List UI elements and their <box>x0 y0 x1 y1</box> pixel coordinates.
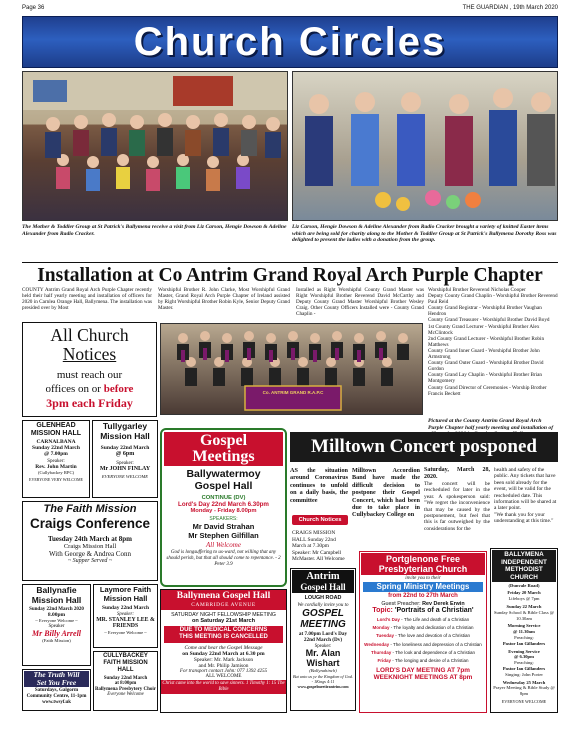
gospel-meetings-title <box>164 432 283 466</box>
portglenone-guest: Rev Derek Erwin <box>422 601 465 607</box>
methodist-singing: Singing: John Porter <box>505 671 543 677</box>
ballynafie-speaker-label: Speaker <box>48 624 65 629</box>
gospel-meetings-notice <box>160 428 287 587</box>
methodist-morning: Morning Service <box>507 623 541 629</box>
glenhead-date: Sunday 22nd March <box>32 445 80 451</box>
publication-date: THE GUARDIAN , 19th March 2020 <box>462 5 558 11</box>
portglenone-day-item <box>361 649 485 657</box>
notices-line-1: must reach our <box>56 369 123 381</box>
antrim-time: at 7.00pm Lord's Day <box>298 631 348 637</box>
ballynafie-mission-hall-notice <box>22 584 91 666</box>
portglenone-day-topic: - The loyalty and dedication of a Christian <box>389 625 474 631</box>
gospel-meetings-title-1: Gospel <box>199 432 248 449</box>
ballymena-gospel-cancel-1: DUE TO MEDICAL CONCERNS <box>179 626 268 633</box>
antrim-speaker-2: Wishart <box>306 657 340 668</box>
ballymena-gospel-title: Ballymena Gospel Hall <box>161 590 286 602</box>
antrim-date: 22nd March (Dv) <box>303 637 343 643</box>
methodist-morning-time: @ 11.30am <box>513 629 535 635</box>
laymore-mission-hall-notice <box>93 584 158 648</box>
gospel-verse: God is longsuffering to us-ward, not willing that any should perish, but that all should come to repentance. - 2 Peter 3.9 <box>166 550 281 567</box>
ballymena-gospel-come: Come and hear the Gospel Message <box>184 644 263 651</box>
milltown-col-2: Milltown Accordion Band have made the difficult decision to postpone their Gospel Concert, which had been due to take place in Cullybackey College on <box>352 467 420 519</box>
section-banner <box>22 16 558 68</box>
milltown-headline: Milltown Concert posponed <box>311 436 537 457</box>
installation-col-3: Installed as Right Worshipful County Grand Master was Right Worshipful Brother Reverend David McCarthy and Deputy County Grand Master Worshipful Brother Wesley Craig. Other County Officers Installed were - County Grand Chaplin - <box>296 287 424 318</box>
lodge-banner-text: Co. ANTRIM GRAND R.A.P.C <box>262 390 324 395</box>
cullybackey-date: Sunday 22nd March <box>103 676 148 681</box>
page-number: Page 36 <box>22 5 45 11</box>
antrim-title-1: Antrim <box>306 571 340 582</box>
tullygarley-speaker-label: Speaker: <box>116 461 134 466</box>
portglenone-topic-label: Topic: <box>372 607 393 614</box>
portglenone-dates: from 22nd to 27th March <box>388 593 458 599</box>
ballymena-gospel-transport: For transport contact John: 077 1392 4255 <box>179 668 268 674</box>
photo-chapter-officers <box>160 323 423 415</box>
methodist-sunday: Sunday 22 March <box>506 603 542 609</box>
glenhead-time: @ 7.00pm <box>44 451 68 457</box>
portglenone-day-name: Monday <box>372 625 390 631</box>
milltown-col-4: health and safety of the public. Any tickets that have been sold already for the event, will be valid for the rescheduled date. This information will be shared at a later point. "We thank you for your understanding at this time." <box>494 467 557 525</box>
ballymena-gospel-and: and Mr. Philip Jamison <box>198 662 249 669</box>
ballymena-gospel-saturday: on Saturday 21st March <box>191 617 256 624</box>
installation-headline: Installation at Co Antrim Grand Royal Arch Purple Chapter <box>37 265 543 286</box>
craigs-title: Craigs Conference <box>29 516 151 531</box>
craigs-conference-notice <box>22 501 158 581</box>
glenhead-speaker-label: Speaker: <box>47 459 65 464</box>
portglenone-day-name: Friday <box>377 658 392 664</box>
notices-line-2: offices on or <box>45 383 104 395</box>
tullygarley-time: @ 6pm <box>115 451 135 457</box>
truth-when: Saturdays, Galgorm Community Centre, 11-1pm <box>26 688 87 699</box>
portglenone-day-name: Tuesday <box>376 633 394 639</box>
ballymena-gospel-welcome: ALL WELCOME <box>205 673 242 679</box>
installation-col-1: COUNTY Antrim Grand Royal Arch Purple Chapter recently held their half yearly meeting and installation of officers for 2020 in Carnlea Orange Hall, Ballymena. The installation was presided over by Most <box>22 287 152 312</box>
ballynafie-title: Ballynafie Mission Hall <box>31 585 82 605</box>
methodist-preaching-2: Preaching: <box>514 660 534 666</box>
methodist-wednesday: Wednesday 25 March <box>502 679 546 685</box>
craigs-mission-hall-small-notice: CRAIGS MISSION HALL Sunday 22nd March at 7.30pm Speaker: Mr Campbell McMaster. All Welcome <box>292 530 345 562</box>
antrim-speaker-label: Speaker: <box>314 644 332 649</box>
ballynafie-time: 8.00pm <box>47 612 66 618</box>
methodist-friday: Friday 20 March <box>507 590 541 596</box>
milltown-lead: AS the situation around Coronavirus continues to unfold on a daily basis, the committee <box>290 467 348 504</box>
tullygarley-speaker: Mr JOHN FINLAY <box>99 466 151 472</box>
officers-photo-figures <box>161 324 423 415</box>
ballymena-gospel-hall-notice <box>160 589 287 713</box>
cullybackey-faith-mission-notice <box>93 651 158 711</box>
ballymena-gospel-cancel-2: THIS MEETING IS CANCELLED <box>179 634 268 640</box>
methodist-evening: Evening Service <box>508 648 540 654</box>
antrim-meeting-2: MEETING <box>300 618 346 630</box>
milltown-col-3 <box>424 467 490 532</box>
ladies-photo-figures <box>293 72 558 221</box>
gospel-hall-name-1: Ballywatermoy <box>186 468 261 480</box>
cullybackey-welcome: Everyone Welcome <box>107 692 144 697</box>
page-header <box>22 3 558 15</box>
antrim-invite: We cordially invite you to <box>297 603 349 608</box>
antrim-from: (Ballynahinch) <box>309 668 337 673</box>
milltown-headline-bar <box>290 432 558 462</box>
cullybackey-time: at 8:00pm <box>114 681 137 686</box>
portglenone-day-item <box>361 632 485 640</box>
notices-line-3: 3pm each Friday <box>46 396 133 410</box>
portglenone-day-item <box>361 616 485 624</box>
milltown-date: Saturday, March 28, 2020. <box>424 467 490 480</box>
gospel-weekdays: Monday - Friday 8.00pm <box>190 508 257 514</box>
gospel-speaker-2: Mr Stephen Gilfillan <box>188 531 259 540</box>
portglenone-invite: invite you to their <box>405 576 441 581</box>
photo-radio-cracker-ladies <box>292 71 558 221</box>
methodist-preacher: Pastor Ian Gillanders <box>502 640 546 646</box>
portglenone-day-item <box>361 641 485 649</box>
ballynafie-welcome: ~ Everyone Welcome ~ <box>35 618 78 623</box>
portglenone-day-list <box>361 616 485 665</box>
portglenone-day-topic: - The love and devotion of a Christian <box>393 633 470 639</box>
methodist-welcome: EVERYONE WELCOME <box>501 698 547 704</box>
truth-line-2: Set You Free <box>24 679 89 687</box>
gospel-speaker-1: Mr David Strahan <box>192 522 255 531</box>
group-photo-figures <box>23 72 288 221</box>
gospel-continue: CONTINUE (DV) <box>201 495 246 501</box>
photo-caption-right: Liz Carson, Hengie Dowson & Adeline Alexander from Radio Cracker brought a variety of knitted Easter items which are being sold for charity along to the Mother & Toddler Group at St Patrick's Ballymena Dorothy Ross was delighted to present the ladies with a donation from the group. <box>292 224 557 244</box>
craigs-date: Tuesday 24th March at 8pm <box>47 535 132 543</box>
ballymena-independent-methodist-notice <box>490 548 558 713</box>
glenhead-speaker: Rev. John Martin <box>35 464 77 470</box>
portglenone-day-topic: - The loneliness and depression of a Christian <box>389 641 482 647</box>
gospel-meetings-title-2: Meetings <box>192 448 255 465</box>
all-church-notices-box <box>22 322 157 417</box>
methodist-street: (Dunvale Road) <box>508 583 540 589</box>
antrim-title-2: Gospel Hall <box>300 582 346 592</box>
gospel-hall-name-2: Gospel Hall <box>194 480 253 492</box>
portglenone-title-2: Presbyterian Church <box>378 564 468 574</box>
banner-title: Church Circles <box>133 19 447 64</box>
portglenone-day-topic: - The Life and death of a Christian <box>399 617 470 622</box>
truth-set-free-notice <box>22 669 91 711</box>
portglenone-free-presbyterian-notice <box>359 551 487 713</box>
laymore-title: Laymore Faith Mission Hall <box>99 585 152 603</box>
ballynafie-date: Sunday 22nd March 2020 <box>29 607 84 612</box>
cullybackey-title: CULLYBACKEY FAITH MISSION HALL <box>103 653 148 673</box>
installation-col-4: Worshipful Brother Reverend Nicholas Cooper Deputy County Grand Chaplin - Worshipful Brother Reverend Paul Reid County Grand Registrar - Worshipful Brother Vaughan Hendron County Grand Treasurer - Worshipful Brother David Boyd 1st County Grand Lecturer - Worshipful Brother Alex McClintock 2nd County Grand Lecturer - Worshipful Brother Robin Matthews County Grand Inner Guard - Worshipful Brother John Armstrong County Grand Outer Guard - Worshipful Brother David Gordon County Grand Lay Chaplin - Worshipful Brother Brian Montgomery County Grand Director of Ceremonies - Worship Brother Francis Beckett <box>428 287 558 397</box>
ballymena-gospel-verse: Christ came into the world to save sinners. 1 Timothy 1: 15 The Bible <box>162 680 285 692</box>
ballynafie-speaker: Mr Billy Arrell <box>31 629 82 638</box>
craigs-speakers: With George & Andrea Conn <box>48 550 132 558</box>
antrim-verse: But unto us ye the Kingdom of God. - 1Kings 4:11 <box>292 674 353 684</box>
portglenone-guest-label: Guest Preacher: <box>381 601 421 607</box>
installation-caption: Pictured at the County Antrim Grand Royal Arch Purple Chapter half yearly meeting and installation of <box>428 418 554 431</box>
ballymena-gospel-street: CAMBRIDGE AVENUE <box>161 602 286 610</box>
notices-before: before <box>103 383 134 395</box>
tullygarley-date: Sunday 22nd March <box>100 445 150 451</box>
portglenone-title-1: Portglenone Free <box>385 554 460 564</box>
portglenone-topic: 'Portraits of a Christian' <box>394 607 474 614</box>
portglenone-meetings: Spring Ministry Meetings <box>363 582 483 592</box>
tullygarley-mission-hall-notice <box>92 420 158 498</box>
laymore-speaker: MR. STANLEY LEE & FRIENDS <box>96 617 155 629</box>
glenhead-title: GLENHEAD MISSION HALL <box>30 422 82 437</box>
craigs-supper: ~ Supper Served ~ <box>67 558 113 564</box>
notices-title-1: All Church <box>50 325 129 345</box>
glenhead-place: CARNALBANA <box>36 439 76 445</box>
methodist-sunday-text: Sunday School & Bible Class @ 10.30am <box>494 609 554 621</box>
glenhead-speaker-church: (Cullybackey RPC) <box>37 470 75 475</box>
truth-url: www.twsyf.uk <box>42 700 71 705</box>
ballymena-gospel-cancelled <box>164 626 283 643</box>
laymore-welcome: ~ Everyone Welcome ~ <box>104 630 147 635</box>
portglenone-day-topic: - The longing and desire of a Christian <box>391 658 469 664</box>
portglenone-day-topic: - The look and dependence of a Christian <box>391 649 475 655</box>
gospel-speakers-label: SPEAKERS: <box>209 516 238 522</box>
photo-caption-left: The Mother & Toddler Group at St Patrick's Ballymena receive a visit from Liz Carson, Hengie Dowson & Adeline Alexander from Radio Cracker. <box>22 224 287 237</box>
milltown-col-3-text: The concert will be rescheduled for later in the year. A spokesperson said: "We regret the inconvenience that may be caused by the postponement, but feel that this is far outweighed by the considerations for the <box>424 481 490 532</box>
tullygarley-welcome: EVERYONE WELCOME <box>101 474 149 479</box>
church-notices-label: Church Notices <box>292 515 348 525</box>
methodist-evening-time: @ 6.30pm <box>514 654 534 660</box>
ballymena-gospel-speaker: Speaker: Mr. Mark Jackson <box>193 656 254 663</box>
ballynafie-mission: (Faith Mission) <box>42 638 71 643</box>
glenhead-mission-hall-notice <box>22 420 90 498</box>
portglenone-day-name: Thursday <box>371 649 392 655</box>
ballymena-gospel-sunday: on Sunday 22nd March at 6.30 pm <box>182 650 265 657</box>
truth-line-1: The Truth Will <box>24 671 89 679</box>
methodist-title: BALLYMENA INDEPENDENT METHODIST CHURCH <box>492 550 556 582</box>
portglenone-lords-day: LORD'S DAY MEETING AT 7pm <box>376 667 470 675</box>
notices-title-2: Notices <box>62 344 117 364</box>
gospel-welcome: All Welcome <box>206 541 241 549</box>
installation-col-2: Worshipful Brother R. John Clarke, Most Worshipful Grand Master, Grand Royal Arch Purple Chapter of Ireland assisted by Right Worshipful Brother Robin Kyle, Senior Deputy Grand Master. <box>158 287 290 312</box>
tullygarley-title: Tullygarley Mission Hall <box>100 421 150 441</box>
gospel-lords-day: Lord's Day 22nd March 6.30pm <box>178 501 269 508</box>
installation-section <box>22 262 558 287</box>
portglenone-day-item <box>361 657 485 665</box>
photo-mother-toddler-group <box>22 71 288 221</box>
methodist-preacher-2: Pastor Ian Gillanders <box>502 665 546 671</box>
methodist-preaching: Preaching: <box>514 634 534 640</box>
glenhead-welcome: EVERYONE VERY WELCOME <box>29 477 83 482</box>
ballymena-gospel-fellowship: SATURDAY NIGHT FELLOWSHIP MEETING <box>171 611 276 618</box>
craigs-venue: Craigs Mission Hall <box>63 543 117 550</box>
portglenone-day-name: Wednesday <box>364 641 390 647</box>
methodist-wednesday-text: Prayer Meeting & Bible Study @ 8pm <box>493 685 555 697</box>
portglenone-weeknight: WEEKNIGHT MEETINGS AT 8pm <box>373 674 473 682</box>
portglenone-day-name: Lord's Day <box>376 617 400 622</box>
antrim-gospel-hall-notice <box>290 568 356 711</box>
methodist-friday-text: Lifeboys @ 7pm <box>508 596 540 602</box>
laymore-speaker-label: Speaker: <box>116 612 135 617</box>
antrim-road: LOUGH ROAD <box>304 595 342 601</box>
antrim-meeting-1: GOSPEL <box>302 608 344 619</box>
laymore-date: Sunday 22nd March <box>102 605 149 611</box>
antrim-speaker-1: Mr. Alan <box>305 648 341 658</box>
antrim-url: www.gospelmeetirantrim.com <box>297 684 349 689</box>
portglenone-day-item <box>361 624 485 632</box>
craigs-faith-mission: The Faith Mission <box>43 503 137 515</box>
cullybackey-choir: Ballymena Presbytery Choir <box>95 687 157 692</box>
